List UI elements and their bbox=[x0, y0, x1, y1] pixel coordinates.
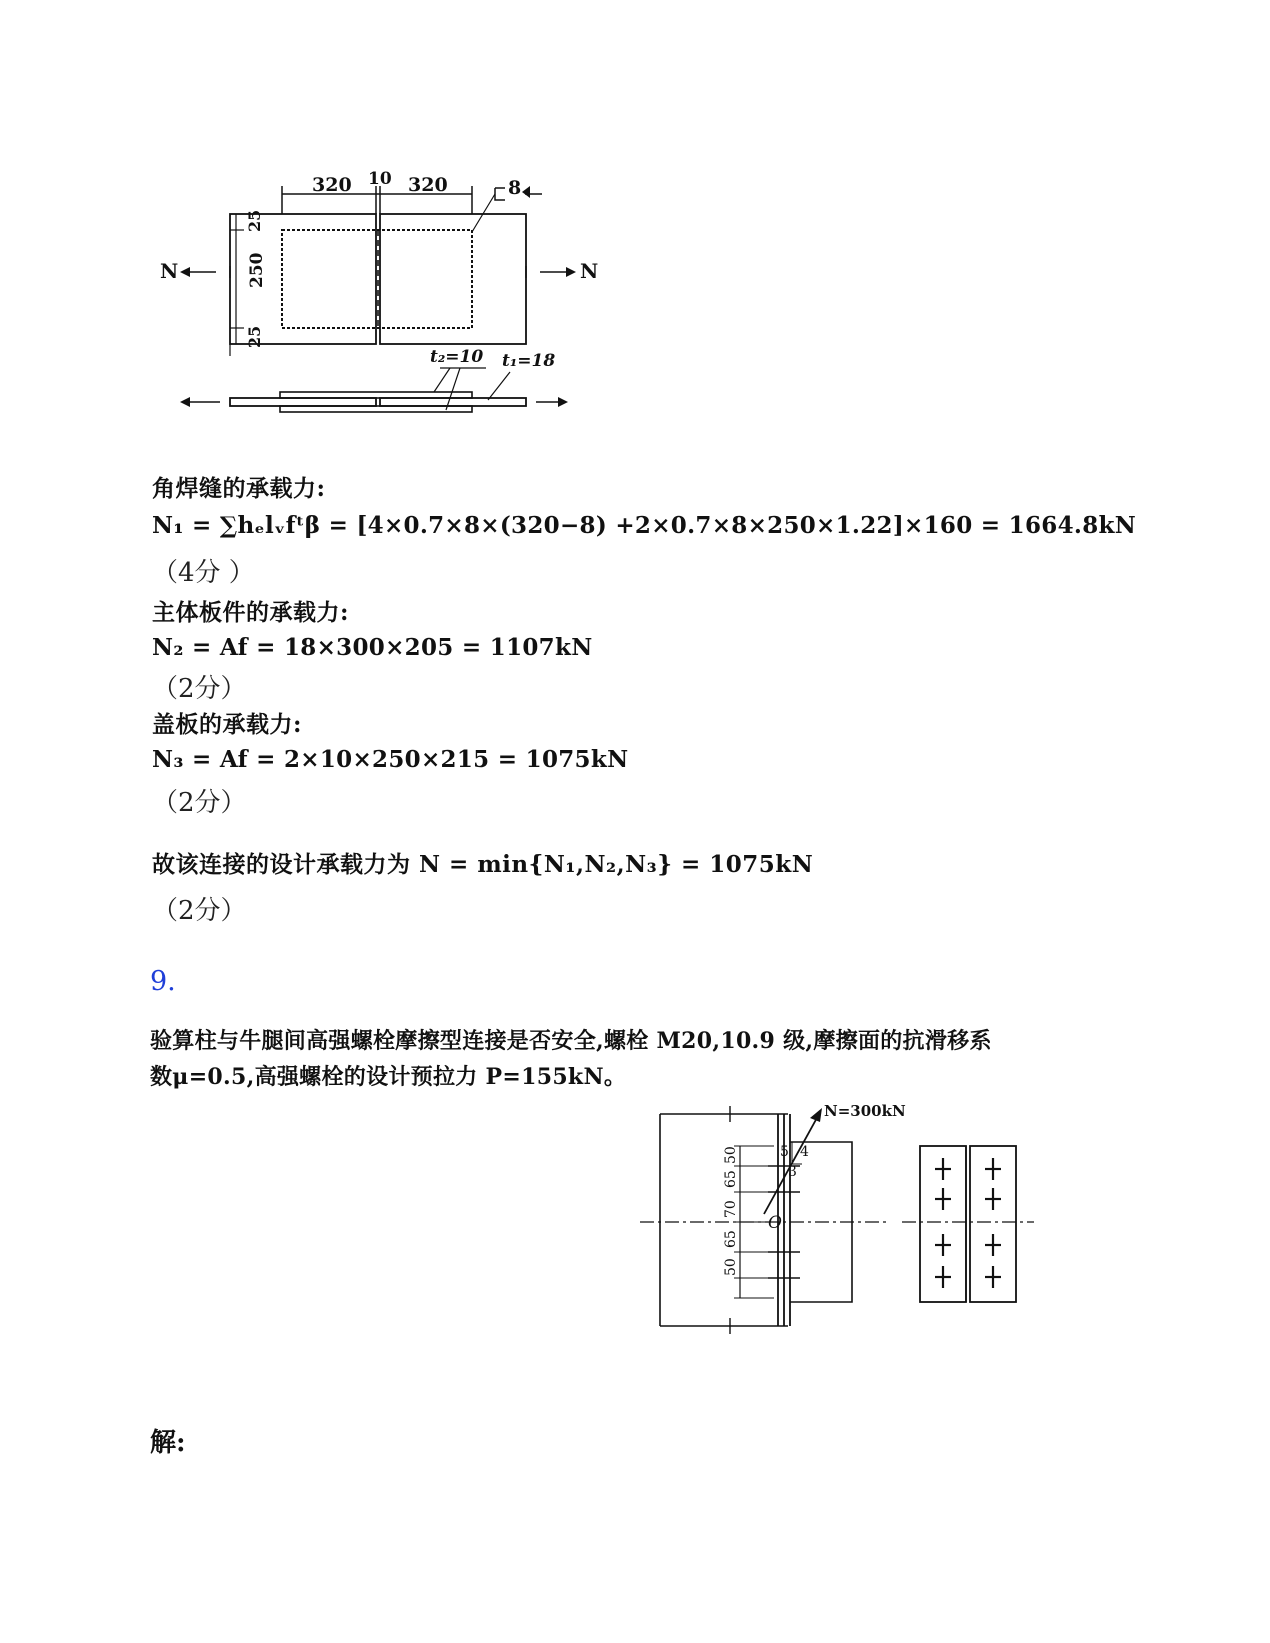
dim-bottom-label: 25 bbox=[245, 325, 264, 348]
main-plate-formula: N₂ = Af = 18×300×205 = 1107kN bbox=[152, 634, 593, 661]
main-plate-heading: 主体板件的承载力: bbox=[152, 599, 349, 626]
force-label: N=300kN bbox=[824, 1102, 906, 1120]
question-text-line1: 验算柱与牛腿间高强螺栓摩擦型连接是否安全,螺栓 M20,10.9 级,摩擦面的抗滑移系 bbox=[150, 1028, 992, 1054]
cover-plate-formula: N₃ = Af = 2×10×250×215 = 1075kN bbox=[152, 746, 629, 773]
score-main-plate: （2分） bbox=[152, 674, 247, 704]
dim-gap-label: 10 bbox=[368, 170, 392, 189]
center-o-label: O bbox=[768, 1213, 782, 1233]
slope-5-label: 5 bbox=[780, 1144, 789, 1160]
weld-connection-figure bbox=[150, 170, 620, 440]
score-conclusion: （2分） bbox=[152, 896, 247, 926]
dim-label-3: 70 bbox=[723, 1200, 739, 1218]
conclusion-text: 故该连接的设计承载力为 N = min{N₁,N₂,N₃} = 1075kN bbox=[152, 851, 814, 878]
dim-right-label: 320 bbox=[408, 174, 448, 196]
weld-size-label: 8 bbox=[508, 177, 522, 199]
score-fillet: （4分 ） bbox=[152, 558, 255, 588]
answer-label: 解: bbox=[150, 1428, 186, 1458]
cover-plate-heading: 盖板的承载力: bbox=[152, 711, 302, 738]
dim-label-5: 50 bbox=[723, 1258, 739, 1276]
dim-left-label: 320 bbox=[312, 174, 352, 196]
dim-label-2: 65 bbox=[723, 1170, 739, 1188]
dim-label-1: 50 bbox=[723, 1146, 739, 1164]
score-cover-plate: （2分） bbox=[152, 788, 247, 818]
t2-label: t₂=10 bbox=[430, 347, 484, 367]
slope-3-label: 3 bbox=[788, 1164, 797, 1180]
t1-label: t₁=18 bbox=[502, 351, 556, 371]
question-text-line2: 数μ=0.5,高强螺栓的设计预拉力 P=155kN。 bbox=[150, 1064, 627, 1090]
force-right-label: N bbox=[580, 259, 599, 283]
force-left-label: N bbox=[160, 259, 179, 283]
question-number: 9. bbox=[150, 966, 176, 997]
bolted-bracket-figure bbox=[640, 1096, 1080, 1346]
dim-label-4: 65 bbox=[723, 1230, 739, 1248]
fillet-weld-formula: N₁ = ∑hₑlᵥfᵗβ = [4×0.7×8×(320−8) +2×0.7×8×250×1.22]×160 = 1664.8kN bbox=[152, 512, 1137, 539]
slope-4-label: 4 bbox=[800, 1144, 809, 1160]
fillet-weld-heading: 角焊缝的承载力: bbox=[152, 475, 326, 502]
dim-top-label: 25 bbox=[245, 209, 264, 232]
dim-height-label: 250 bbox=[247, 252, 267, 288]
